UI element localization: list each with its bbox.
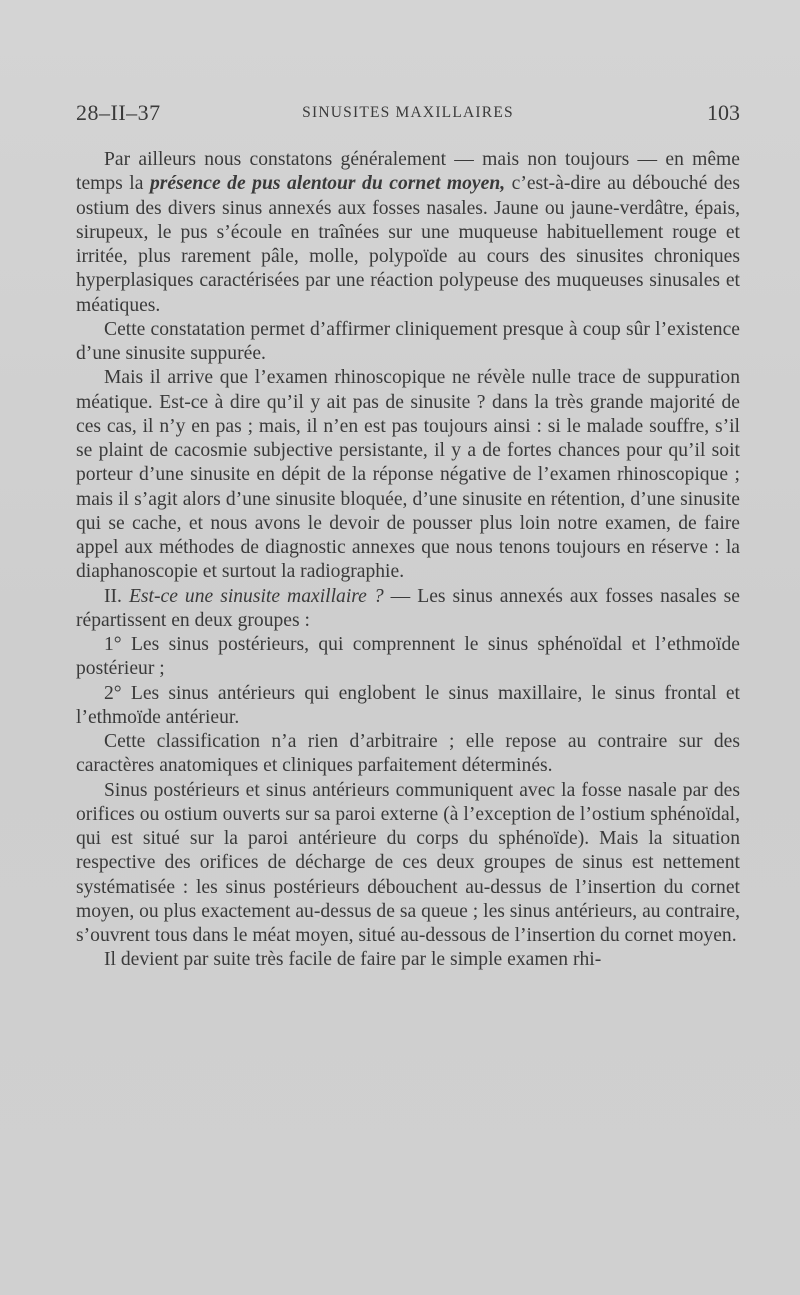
paragraph-text: c’est-à-dire au débouché des ostium des divers sinus annexés aux fosses nasales. Jaune ou jaune-verdâtre, épais, sirupeux, le pus s’écoule en traînées sur une muqueuse habituellement rouge et irritée, plus rarement pâle, molle, polypoïde au cours des sinusites chroniques hyperplasiques caractérisées par une réaction polypeuse des muqueuses sinusales et méatiques. <box>76 173 740 316</box>
paragraph-text: — Les sinus annexés aux fosses nasales se répartissent en deux groupes : <box>76 585 740 631</box>
section-title: Est-ce une sinusite maxillaire ? <box>128 585 384 607</box>
list-item-sinus-anterieurs: 2° Les sinus antérieurs qui englobent le sinus maxillaire, le sinus frontal et l’ethmoïde antérieur. <box>76 682 740 728</box>
header-date: 28–II–37 <box>76 100 161 125</box>
header-title: SINUSITES MAXILLAIRES <box>302 104 514 121</box>
running-header <box>76 100 740 130</box>
body-text <box>76 148 740 973</box>
paragraph-constatation: Cette constatation permet d’affirmer cliniquement presque à coup sûr l’existence d’une sinusite suppurée. <box>76 318 740 364</box>
paragraph-classification: Cette classification n’a rien d’arbitraire ; elle repose au contraire sur des caractères anatomiques et cliniques parfaitement déterminés. <box>76 731 740 777</box>
paragraph-section-ii <box>76 585 740 634</box>
paragraph-text: Par ailleurs nous constatons généralement — mais non toujours — en même temps la <box>76 149 740 195</box>
paragraph-rhinoscopie: Mais il arrive que l’examen rhinoscopique ne révèle nulle trace de suppuration méatique. Est-ce à dire qu’il y ait pas de sinusite ? dans la très grande majorité de ces cas, il n’y en pas ; mais, il n’en est pas toujours ainsi : si le malade souffre, s’il se plaint de cacosmie subjective persistante, il y a de fortes chances pour qu’il soit porteur d’une sinusite en dépit de la réponse négative de l’examen rhinoscopique ; mais il s’agit alors d’une sinusite bloquée, d’une sinusite en rétention, d’une sinusite qui se cache, et nous avons le devoir de pousser plus loin notre examen, de faire appel aux méthodes de diagnostic annexes que nous tenons toujours en réserve : la diaphanoscopie et surtout la radiographie. <box>76 367 740 583</box>
paragraph-pus-presence <box>76 148 740 318</box>
emphasis-text: présence de pus alentour du cornet moyen, <box>149 173 506 195</box>
section-number: II. <box>104 585 129 607</box>
list-item-sinus-posterieurs: 1° Les sinus postérieurs, qui comprennent le sinus sphénoïdal et l’ethmoïde postérieur ; <box>76 634 740 680</box>
paragraph-communication: Sinus postérieurs et sinus antérieurs communiquent avec la fosse nasale par des orifices ou ostium ouverts sur sa paroi externe (à l’exception de l’ostium sphénoïdal, qui est situé sur la paroi antérieure du corps du sphénoïde). Mais la situation respective des orifices de décharge de ces deux groupes de sinus est nettement systématisée : les sinus postérieurs débouchent au-dessus de l’insertion du cornet moyen, ou plus exactement au-dessus de sa queue ; les sinus antérieurs, au contraire, s’ouvrent tous dans le méat moyen, situé au-dessous de l’insertion du cornet moyen. <box>76 779 740 946</box>
page-number: 103 <box>707 100 740 125</box>
paragraph-continuation: Il devient par suite très facile de faire par le simple examen rhi- <box>104 949 602 971</box>
